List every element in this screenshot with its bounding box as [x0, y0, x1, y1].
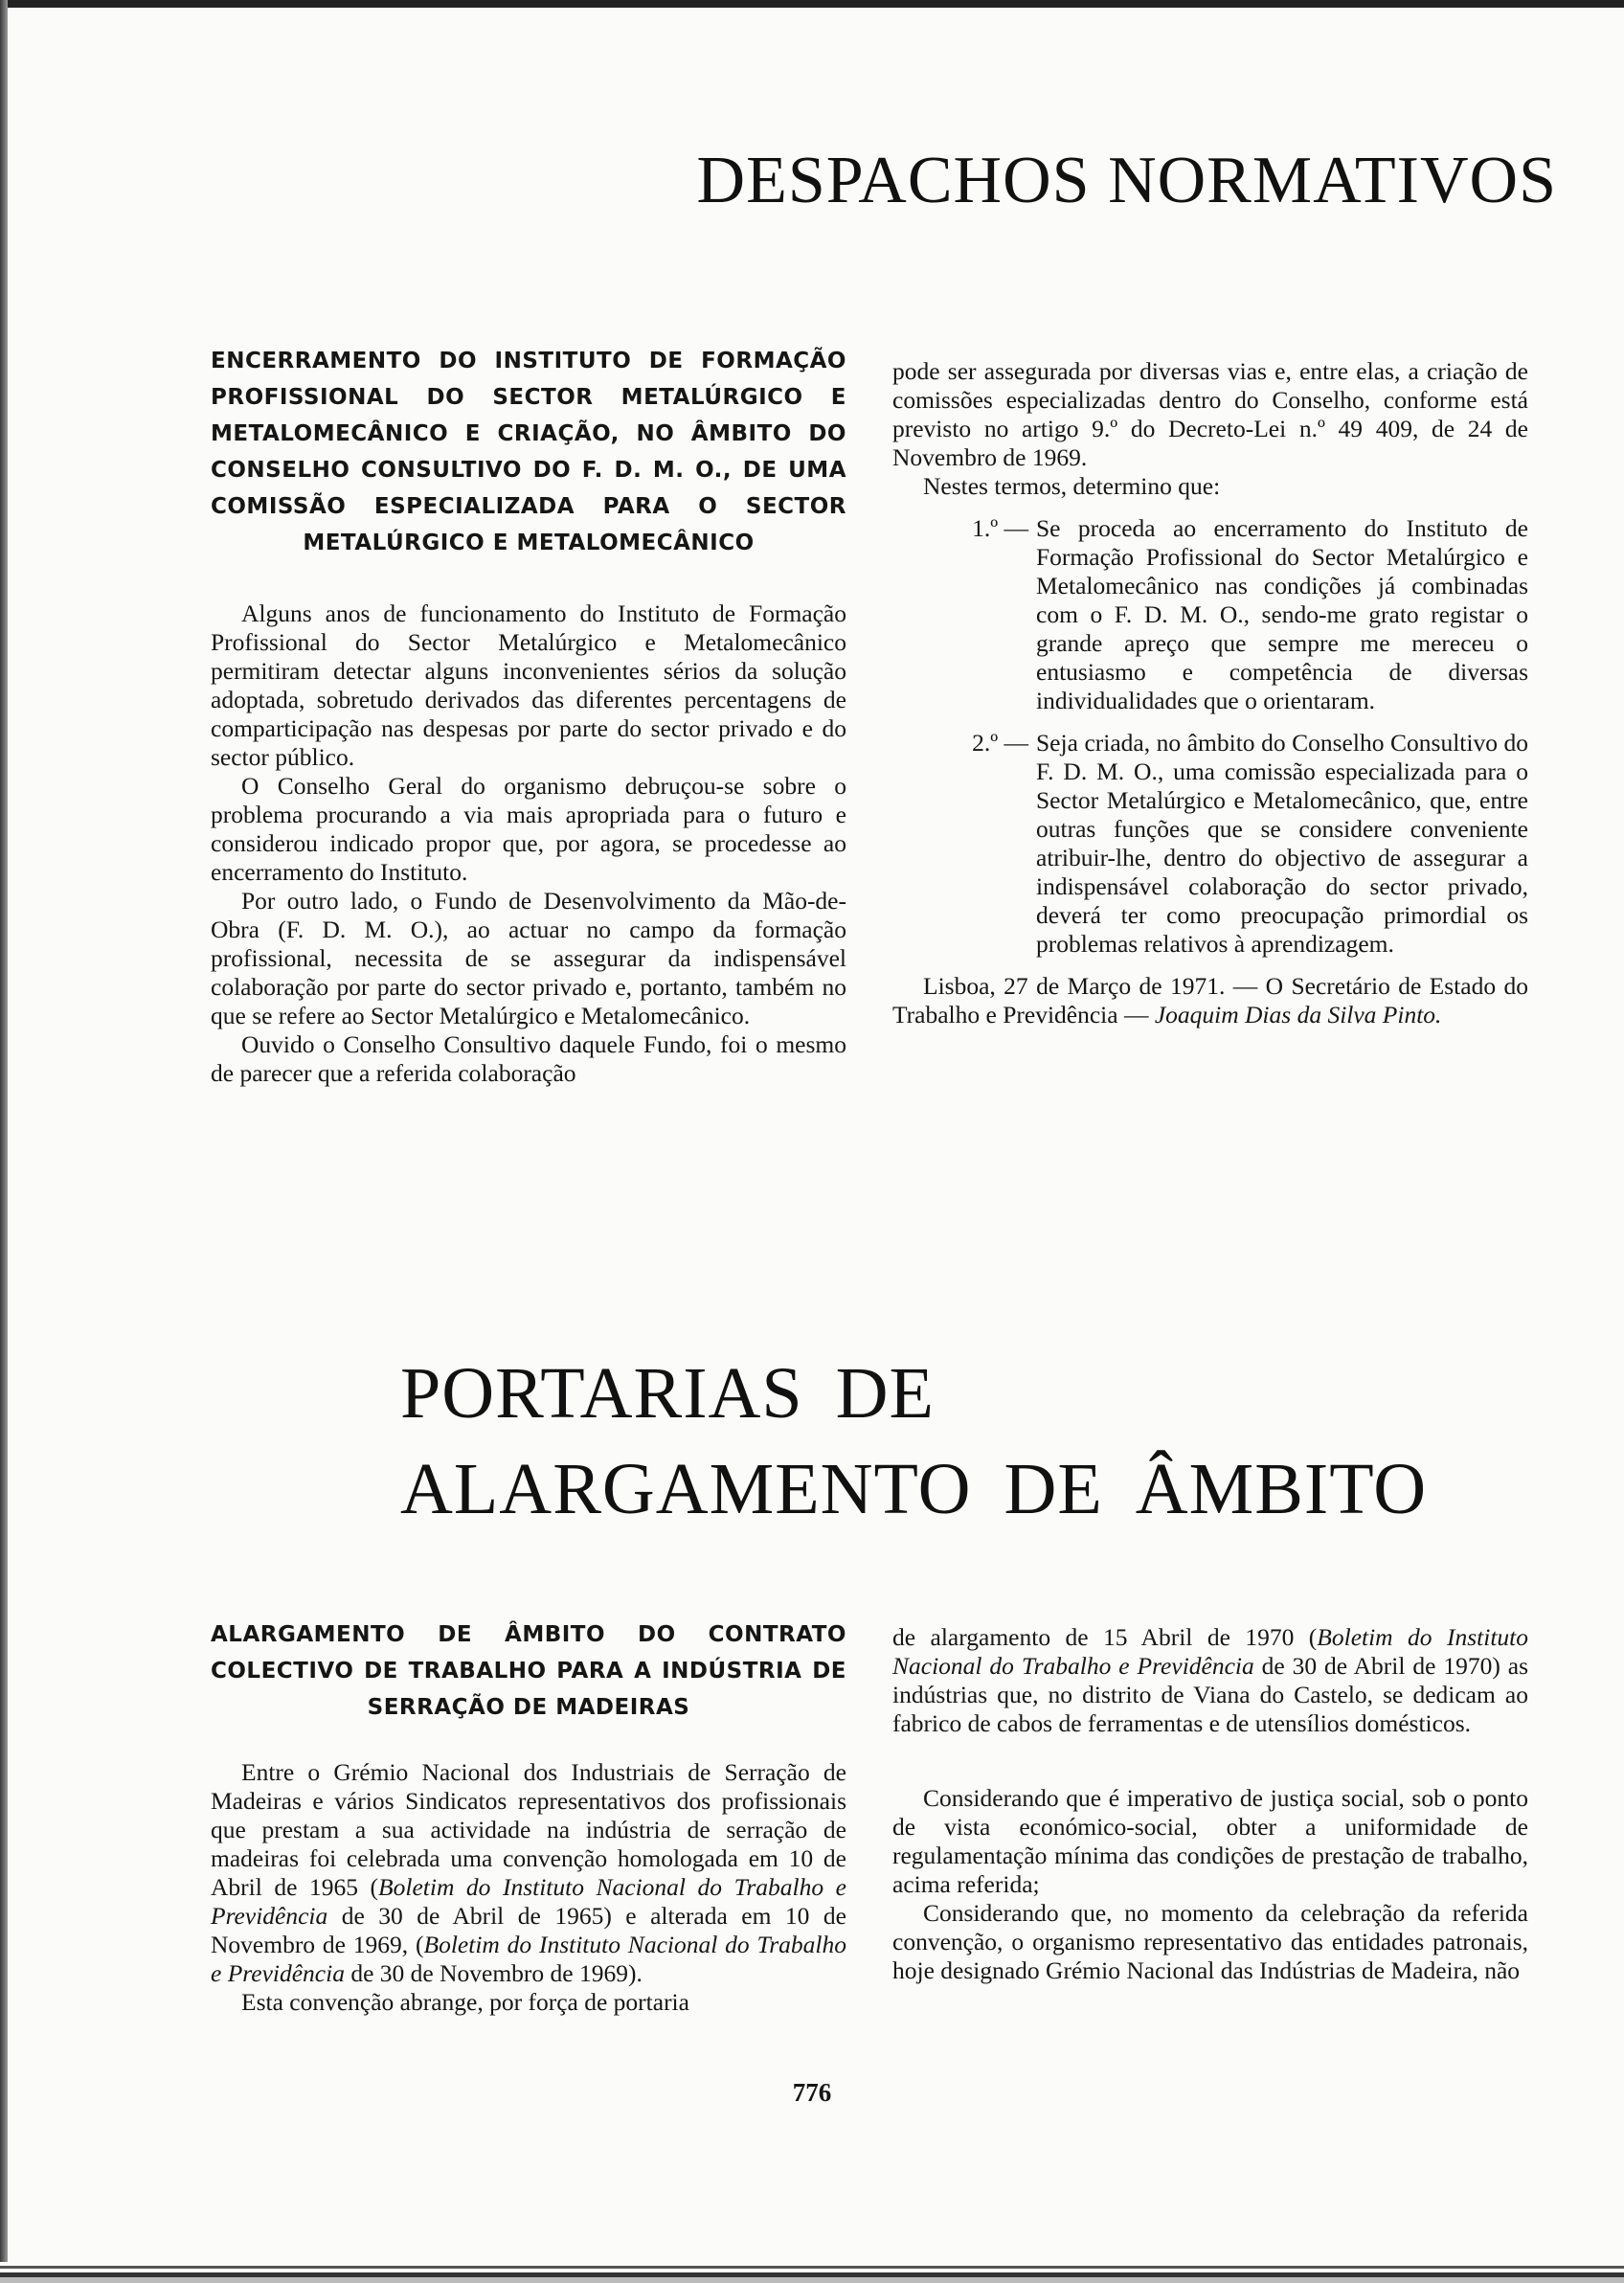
portaria-paragraph [211, 1758, 846, 1988]
despacho-paragraph: O Conselho Geral do organismo debruçou-se sobre o problema procurando a via mais apropriada para o futuro e considerou indicado propor que, por agora, se procedesse ao encerramento do Instituto. [211, 772, 846, 886]
text-run: de alargamento de 15 Abril de 1970 ( [892, 1623, 1318, 1651]
despacho-column-right [892, 357, 1528, 1029]
determination-item [892, 514, 1528, 715]
publication-title: Boletim do Instituto Nacional do Trabalho e Previdência [892, 1623, 1528, 1680]
page-border-top [0, 0, 1624, 8]
item-text: Se proceda ao encerramento do Instituto de Formação Profissional do Sector Metalúrgico e Metalomecânico nas condições já combinadas com o F. D. M. O., sendo-me grato registar o grande apreço que sempre me mereceu o entusiasmo e competência de diversas individualidades que o orientaram. [1036, 514, 1528, 714]
despacho-paragraph: Ouvido o Conselho Consultivo daquele Fundo, foi o mesmo de parecer que a referida colaboração [211, 1030, 846, 1087]
publication-title: Boletim do Instituto Nacional do Trabalho e Previdência [211, 1931, 846, 1987]
portaria-paragraph: Esta convenção abrange, por força de portaria [241, 1988, 689, 2016]
despacho-paragraph: Nestes termos, determino que: [923, 472, 1221, 500]
signature-line [892, 972, 1528, 1029]
page-number: 776 [792, 2078, 832, 2107]
section-title-despachos: DESPACHOS NORMATIVOS [696, 144, 1557, 217]
signature-text: Lisboa, 27 de Março de 1971. — O Secretário de Estado do Trabalho e Previdência — [892, 972, 1528, 1028]
item-text: Seja criada, no âmbito do Conselho Consultivo do F. D. M. O., uma comissão especializada para o Sector Metalúrgico e Metalomecânico, que, entre outras funções que se considere conveniente atribuir-lhe, dentro do objectivo de assegurar a indispensável colaboração do sector privado, deverá ter como preocupação primordial os problemas relativos à aprendizagem. [1036, 729, 1528, 958]
item-number: 1.º — [972, 514, 1028, 542]
determination-item [892, 729, 1528, 959]
despacho-heading: ENCERRAMENTO DO INSTITUTO DE FORMAÇÃO PROFISSIONAL DO SECTOR METALÚRGICO E METALOMECÂNICO E CRIAÇÃO, NO ÂMBITO DO CONSELHO CONSULTIVO DO F. D. M. O., DE UMA COMISSÃO ESPECIALIZADA PARA O SECTOR METALÚRGICO E METALOMECÂNICO [211, 349, 846, 555]
despacho-paragraph: Por outro lado, o Fundo de Desenvolvimento da Mão-de-Obra (F. D. M. O.), ao actuar no campo da formação profissional, necessita de se assegurar da indispensável colaboração por parte do sector privado e, portanto, também no que se refere ao Sector Metalúrgico e Metalomecânico. [211, 887, 846, 1029]
portaria-heading: ALARGAMENTO DE ÂMBITO DO CONTRATO COLECTIVO DE TRABALHO PARA A INDÚSTRIA DE SERRAÇÃO DE MADEIRAS [211, 1622, 846, 1720]
publication-title: Boletim do Instituto Nacional do Trabalho e Previdência [211, 1873, 847, 1930]
despacho-column-left [211, 343, 846, 1088]
portaria-paragraph: Considerando que, no momento da celebração da referida convenção, o organismo representativo das entidades patronais, hoje designado Grémio Nacional das Indústrias de Madeira, não [892, 1899, 1528, 1984]
portaria-paragraph: Considerando que é imperativo de justiça social, sob o ponto de vista económico-social, obter a uniformidade de regulamentação mínima das condições de prestação de trabalho, acima referida; [892, 1784, 1528, 1898]
text-run: Entre o Grémio Nacional dos Industriais de Serração de Madeiras e vários Sindicatos representativos dos profissionais que prestam a sua actividade na indústria de serração de madeiras foi celebrada uma convenção homologada em 10 de Abril de 1965 ( [211, 1758, 846, 1901]
despacho-paragraph: pode ser assegurada por diversas vias e, entre elas, a criação de comissões especializadas dentro do Conselho, conforme está previsto no artigo 9.º do Decreto-Lei n.º 49 409, de 24 de Novembro de 1969. [892, 357, 1528, 471]
portaria-paragraph [892, 1623, 1528, 1738]
page-border-bottom [0, 2262, 1624, 2283]
text-run: de 30 de Abril de 1970) as indústrias que, no distrito de Viana do Castelo, se dedicam ao fabrico de cabos de ferramentas e de utensílios domésticos. [892, 1652, 1529, 1737]
section-title-portarias: PORTARIAS DE ALARGAMENTO DE ÂMBITO [400, 1353, 1428, 1529]
portaria-column-right [892, 1623, 1528, 1985]
text-run: de 30 de Novembro de 1969). [344, 1959, 643, 1987]
text-run: de 30 de Abril de 1965) e alterada em 10 de Novembro de 1969, ( [211, 1902, 846, 1958]
signature-name: Joaquim Dias da Silva Pinto. [1154, 1001, 1442, 1028]
despacho-paragraph: Alguns anos de funcionamento do Instituto de Formação Profissional do Sector Metalúrgico e Metalomecânico permitiram detectar alguns inconvenientes sérios da solução adoptada, sobretudo derivados das diferentes percentagens de comparticipação nas despesas por parte do sector privado e do sector público. [211, 599, 846, 771]
item-number: 2.º — [972, 729, 1028, 757]
portaria-column-left [211, 1616, 846, 2017]
page-border-left [0, 0, 8, 2283]
